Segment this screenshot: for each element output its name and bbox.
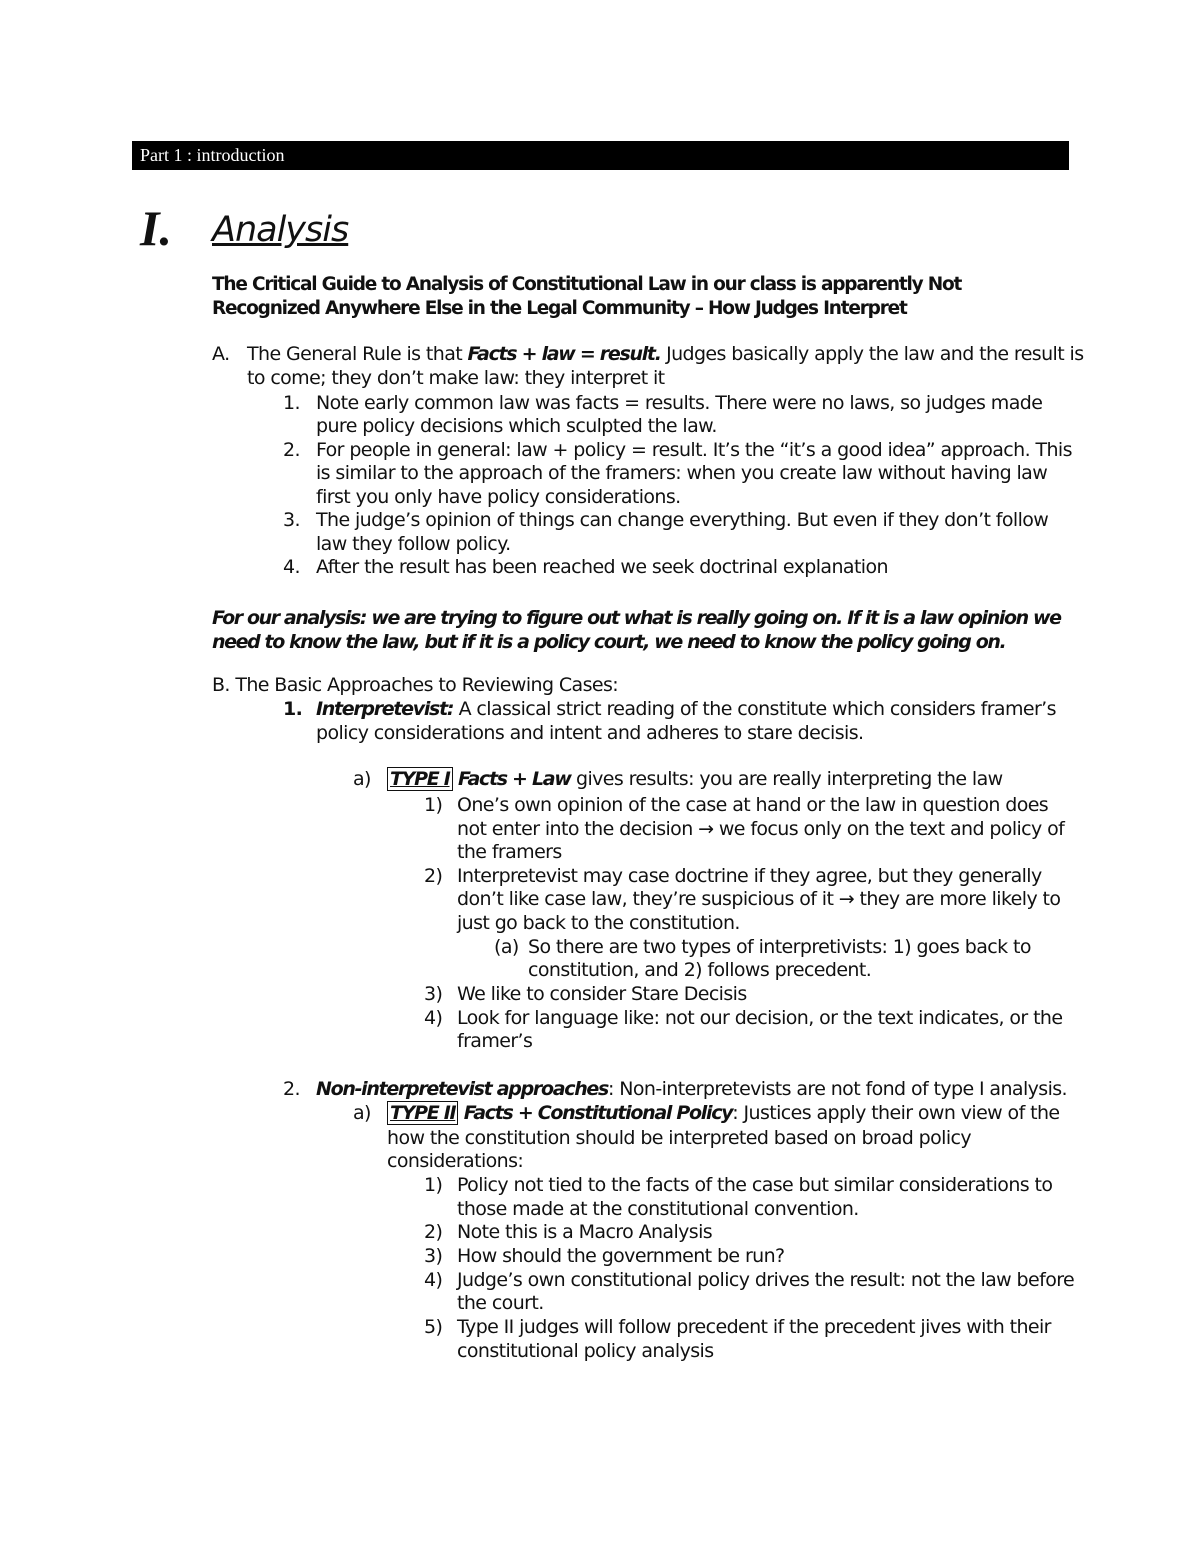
list-item-line: Note early common law was facts = results. There were no laws, so judges made	[316, 392, 1043, 414]
heading-numeral: I.	[140, 200, 172, 256]
type-two-cont: how the constitution should be interpreted based on broad policy	[387, 1127, 972, 1149]
list-item-line: Look for language like: not our decision, or the text indicates, or the	[457, 1007, 1063, 1029]
list-item-line: constitutional policy analysis	[457, 1340, 714, 1362]
interpretevist-text	[316, 698, 1056, 722]
rule-text	[247, 343, 1084, 367]
list-number: 5)	[424, 1316, 443, 1338]
type-one-line	[387, 768, 1003, 792]
list-item-line: those made at the constitutional convention.	[457, 1198, 859, 1220]
interpretevist-term: Interpretevist:	[316, 698, 454, 720]
list-number: 2)	[424, 865, 443, 887]
list-item-line: pure policy decisions which sculpted the law.	[316, 415, 717, 437]
non-interpretevist-def: : Non-interpretevists are not fond of type I analysis.	[608, 1078, 1067, 1100]
list-number: 4)	[424, 1269, 443, 1291]
list-item-line: Interpretevist may case doctrine if they agree, but they generally	[457, 865, 1042, 887]
list-item-line: Policy not tied to the facts of the case but similar considerations to	[457, 1174, 1053, 1196]
list-number: 3)	[424, 1245, 443, 1267]
type-two-label: TYPE II	[387, 1101, 458, 1125]
list-number: 3.	[283, 509, 300, 531]
type-two-line	[387, 1102, 1059, 1126]
list-item-line: For people in general: law + policy = result. It’s the “it’s a good idea” approach. This	[316, 439, 1072, 461]
non-interpretevist-text	[316, 1078, 1067, 1102]
list-number: 1)	[424, 794, 443, 816]
list-item-line: the court.	[457, 1292, 544, 1314]
list-number: 2.	[283, 439, 300, 461]
list-item-line: The judge’s opinion of things can change everything. But even if they don’t follow	[316, 509, 1049, 531]
list-item-line: first you only have policy considerations.	[316, 486, 681, 508]
type-two-desc: : Justices apply their own view of the	[732, 1102, 1060, 1124]
list-item-line: So there are two types of interpretivists: 1) goes back to	[528, 936, 1031, 958]
list-item-line: just go back to the constitution.	[457, 912, 740, 934]
section-b-heading: B. The Basic Approaches to Reviewing Cases:	[212, 674, 619, 696]
subtitle: The Critical Guide to Analysis of Constitutional Law in our class is apparently Not Recognized Anywhere Else in the Legal Community – How Judges Interpret	[212, 274, 962, 319]
rule-text-pre: The General Rule is that	[247, 343, 468, 365]
list-marker: A.	[212, 343, 230, 365]
list-item-line: After the result has been reached we seek doctrinal explanation	[316, 556, 888, 578]
non-interpretevist-term: Non-interpretevist approaches	[316, 1078, 609, 1100]
list-item-line: Note this is a Macro Analysis	[457, 1221, 713, 1243]
list-number: 4.	[283, 556, 300, 578]
rule-text-post: Judges basically apply the law and the result is	[660, 343, 1084, 365]
type-one-formula: Facts + Law	[457, 768, 571, 790]
type-two-cont: considerations:	[387, 1150, 524, 1172]
list-number: 2.	[283, 1078, 300, 1100]
list-marker: a)	[353, 1102, 371, 1124]
type-one-label: TYPE I	[387, 767, 453, 791]
rule-formula: Facts + law = result.	[467, 343, 661, 365]
list-item-line: One’s own opinion of the case at hand or the law in question does	[457, 794, 1049, 816]
list-number: 1)	[424, 1174, 443, 1196]
type-one-desc: gives results: you are really interpreting the law	[570, 768, 1003, 790]
list-item-line: not enter into the decision → we focus only on the text and policy of	[457, 818, 1065, 840]
list-item-line: Type II judges will follow precedent if the precedent jives with their	[457, 1316, 1051, 1338]
list-marker: (a)	[494, 936, 519, 958]
list-item-line: is similar to the approach of the framers: when you create law without having law	[316, 462, 1048, 484]
analysis-note: For our analysis: we are trying to figure out what is really going on. If it is a law opinion we need to know the law, but if it is a policy court, we need to know the policy going on.	[212, 607, 1061, 653]
list-item-line: constitution, and 2) follows precedent.	[528, 959, 872, 981]
list-item-line: law they follow policy.	[316, 533, 511, 555]
list-item-line: don’t like case law, they’re suspicious of it → they are more likely to	[457, 888, 1061, 910]
list-number: 1.	[283, 698, 303, 720]
rule-text-cont: to come; they don’t make law: they interpret it	[247, 367, 665, 389]
list-number: 1.	[283, 392, 300, 414]
interpretevist-cont: policy considerations and intent and adheres to stare decisis.	[316, 722, 864, 744]
list-item-line: Judge’s own constitutional policy drives the result: not the law before	[457, 1269, 1075, 1291]
type-two-formula: Facts + Constitutional Policy	[463, 1102, 733, 1124]
heading-title: Analysis	[212, 210, 349, 250]
list-marker: a)	[353, 768, 371, 790]
list-item-line: How should the government be run?	[457, 1245, 785, 1267]
list-number: 3)	[424, 983, 443, 1005]
list-number: 4)	[424, 1007, 443, 1029]
list-item-line: the framers	[457, 841, 562, 863]
interpretevist-def: A classical strict reading of the constitute which considers framer’s	[453, 698, 1056, 720]
list-number: 2)	[424, 1221, 443, 1243]
list-item-line: framer’s	[457, 1030, 533, 1052]
list-item-line: We like to consider Stare Decisis	[457, 983, 747, 1005]
section-header-bar: Part 1 : introduction	[132, 141, 1069, 170]
